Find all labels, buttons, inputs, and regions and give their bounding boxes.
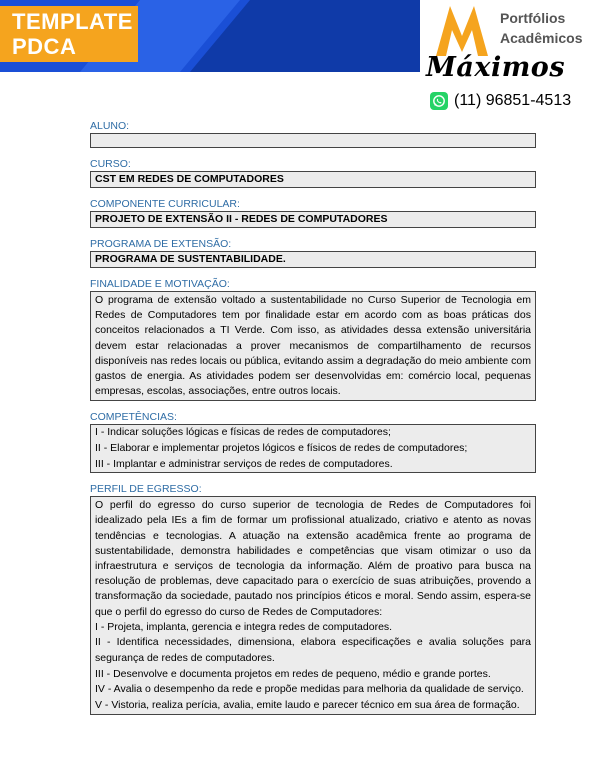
section-competencias <box>90 411 536 473</box>
field-componente[interactable]: PROJETO DE EXTENSÃO II - REDES DE COMPUTADORES <box>90 211 536 228</box>
field-finalidade[interactable]: O programa de extensão voltado a sustentabilidade no Curso Superior de Tecnologia em Redes de Computadores tem por finalidade estar em acordo com as boas práticas dos conceitos relacionados a TI Verde. Com isso, as atividades dessa extensão universitária devem estar relacionadas a prover mecanismos de compartilhamento de recursos disponíveis nas redes locais ou pública, evitando assim a degradação do meio ambiente com gastos de energia. As atividades podem ser desenvolvidas em: comércio local, pequenas empresas, escolas, associações, entre outros locais. <box>90 291 536 401</box>
section-perfil <box>90 483 536 715</box>
section-aluno <box>90 120 536 148</box>
field-programa[interactable]: PROGRAMA DE SUSTENTABILIDADE. <box>90 251 536 268</box>
list-item: IV - Avalia o desempenho da rede e propõe medidas para melhoria da qualidade de serviço. <box>95 683 524 696</box>
section-componente <box>90 198 536 228</box>
field-aluno[interactable] <box>90 133 536 148</box>
list-item: II - Elaborar e implementar projetos lógicos e físicos de redes de computadores; <box>95 442 468 455</box>
label-aluno: ALUNO: <box>90 120 130 132</box>
list-item: II - Identifica necessidades, dimensiona, elabora especificações e avalia soluções para segurança de redes de computadores. <box>95 636 531 665</box>
header <box>0 0 600 118</box>
label-perfil: PERFIL DE EGRESSO: <box>90 483 202 496</box>
whatsapp-icon <box>430 92 448 110</box>
template-title-line1: TEMPLATE <box>12 9 133 34</box>
list-item: I - Indicar soluções lógicas e físicas de redes de computadores; <box>95 426 391 439</box>
section-curso <box>90 158 536 188</box>
logo <box>424 0 600 88</box>
phone-number: (11) 96851-4513 <box>454 92 572 109</box>
logo-m-icon <box>432 0 492 60</box>
list-item: V - Vistoria, realiza perícia, avalia, emite laudo e parecer técnico em sua área de formação. <box>95 698 520 711</box>
logo-line1: Portfólios <box>500 10 566 26</box>
list-item: III - Implantar e administrar serviços de redes de computadores. <box>95 457 393 470</box>
perfil-text: O perfil do egresso do curso superior de tecnologia de Redes de Computadores foi idealizado pela IEs a fim de formar um profissional atualizado, criativo e atento as novas tendências e tecnologias. A atuação na extensão acadêmica frente ao programa de sustentabilidade, demonstra habilidades e competências que visam otimizar o uso da infraestrutura e serviços de tecnologia da informação. Além de proativo para busca na resolução de problemas, deve capacitado para o exercício de suas atribuições, provendo a transformação da sociedade, pautado nos princípios éticos e moral. Sendo assim, espera-se que o perfil do egresso do curso de Redes de Computadores: <box>95 499 531 618</box>
template-title-line2: PDCA <box>12 34 77 59</box>
label-componente: COMPONENTE CURRICULAR: <box>90 198 240 210</box>
section-finalidade <box>90 278 536 401</box>
field-perfil[interactable] <box>90 496 536 715</box>
field-curso[interactable]: CST EM REDES DE COMPUTADORES <box>90 171 536 188</box>
section-programa <box>90 238 536 268</box>
label-curso: CURSO: <box>90 158 131 170</box>
logo-line2: Acadêmicos <box>500 30 583 46</box>
label-finalidade: FINALIDADE E MOTIVAÇÃO: <box>90 278 230 290</box>
list-item: III - Desenvolve e documenta projetos em redes de pequeno, médio e grande portes. <box>95 667 491 680</box>
contact-phone[interactable] <box>430 90 571 112</box>
template-title <box>0 6 138 62</box>
list-item: I - Projeta, implanta, gerencia e integra redes de computadores. <box>95 620 393 633</box>
field-competencias[interactable] <box>90 424 536 473</box>
label-programa: PROGRAMA DE EXTENSÃO: <box>90 238 232 250</box>
form-content <box>90 120 536 725</box>
label-competencias: COMPETÊNCIAS: <box>90 411 177 424</box>
logo-name: Máximos <box>426 52 566 83</box>
